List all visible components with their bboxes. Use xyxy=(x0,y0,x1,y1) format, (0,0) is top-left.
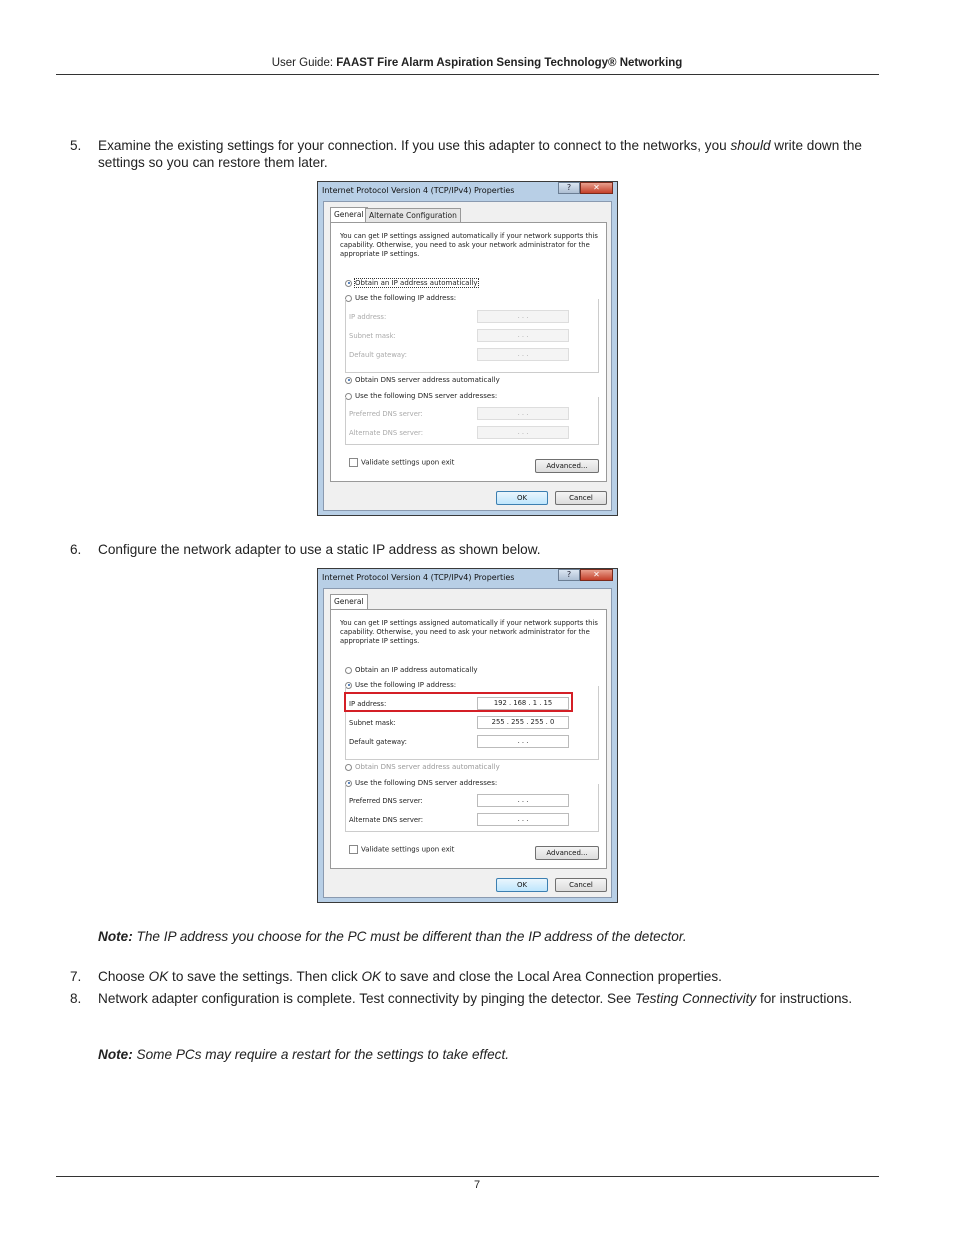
window-controls xyxy=(558,569,613,582)
intro-text: You can get IP settings assigned automatically if your network supports this capability. Otherwise, you need to ask your network administrator for the appropriate IP settings. xyxy=(340,232,598,258)
ip-address-field[interactable]: 192 . 168 . 1 . 15 xyxy=(477,697,569,710)
note-text: The IP address you choose for the PC must be different than the IP address of the detector. xyxy=(132,929,687,944)
tab-alternate-configuration[interactable]: Alternate Configuration xyxy=(365,208,461,222)
checkbox-label: Validate settings upon exit xyxy=(361,458,455,467)
step-number: 7. xyxy=(70,969,82,984)
step-text xyxy=(98,137,880,171)
general-panel xyxy=(330,222,607,482)
default-gateway-label: Default gateway: xyxy=(349,351,407,359)
dialog-title: Internet Protocol Version 4 (TCP/IPv4) Properties xyxy=(322,573,515,582)
step-number: 8. xyxy=(70,991,82,1006)
preferred-dns-field[interactable]: . . . xyxy=(477,794,569,807)
radio-indicator xyxy=(345,764,352,771)
cancel-button[interactable]: Cancel xyxy=(555,491,607,505)
note-label: Note: xyxy=(98,1047,133,1062)
obtain-dns-auto-radio[interactable] xyxy=(345,376,500,384)
page-number: 7 xyxy=(473,1179,481,1191)
obtain-ip-auto-radio[interactable] xyxy=(345,666,478,674)
intro-text: You can get IP settings assigned automatically if your network supports this capability. Otherwise, you need to ask your network administrator for the appropriate IP settings. xyxy=(340,619,598,645)
footer-rule xyxy=(56,1176,879,1177)
ip-address-label: IP address: xyxy=(349,313,387,321)
validate-checkbox[interactable] xyxy=(349,845,454,854)
close-button[interactable]: ✕ xyxy=(580,182,613,194)
header-rule xyxy=(56,74,879,75)
step-text-part: write down the settings so you can restore them later. xyxy=(98,138,862,170)
tab-general[interactable]: General xyxy=(330,594,368,610)
radio-indicator xyxy=(345,280,352,287)
subnet-mask-field[interactable]: 255 . 255 . 255 . 0 xyxy=(477,716,569,729)
radio-label: Obtain DNS server address automatically xyxy=(355,376,500,384)
close-button[interactable]: ✕ xyxy=(580,569,613,581)
subnet-mask-field[interactable]: . . . xyxy=(477,329,569,342)
running-header xyxy=(0,57,954,69)
header-prefix: User Guide: xyxy=(271,57,337,69)
ipv4-properties-dialog-static xyxy=(317,568,618,903)
default-gateway-field[interactable]: . . . xyxy=(477,348,569,361)
window-controls xyxy=(558,182,613,195)
step-number: 5. xyxy=(70,138,82,153)
advanced-button[interactable]: Advanced... xyxy=(535,846,599,860)
step-text-part: to save the settings. Then click xyxy=(168,969,362,984)
step-5 xyxy=(70,137,880,171)
step-7 xyxy=(70,968,880,985)
step-text: Configure the network adapter to use a static IP address as shown below. xyxy=(98,542,541,557)
help-button[interactable]: ? xyxy=(558,182,580,194)
alternate-dns-label: Alternate DNS server: xyxy=(349,429,424,437)
radio-label: Obtain an IP address automatically xyxy=(355,279,478,287)
obtain-ip-auto-radio[interactable] xyxy=(345,279,478,287)
ip-address-field[interactable]: . . . xyxy=(477,310,569,323)
ok-button[interactable]: OK xyxy=(496,491,548,505)
step-link-testing-connectivity[interactable]: Testing Connectivity xyxy=(635,991,757,1006)
step-text-part: for instructions. xyxy=(756,991,853,1006)
radio-label: Obtain DNS server address automatically xyxy=(355,763,500,771)
default-gateway-label: Default gateway: xyxy=(349,738,407,746)
general-panel xyxy=(330,609,607,869)
dialog-body xyxy=(323,588,612,898)
advanced-button[interactable]: Advanced... xyxy=(535,459,599,473)
note-restart xyxy=(98,1047,509,1062)
checkbox-indicator xyxy=(349,845,358,854)
note-ip-different xyxy=(98,929,687,944)
validate-checkbox[interactable] xyxy=(349,458,454,467)
preferred-dns-label: Preferred DNS server: xyxy=(349,797,423,805)
obtain-dns-auto-radio[interactable] xyxy=(345,763,500,771)
radio-label: Use the following DNS server addresses: xyxy=(355,392,498,400)
dialog-title: Internet Protocol Version 4 (TCP/IPv4) Properties xyxy=(322,186,515,195)
note-text: Some PCs may require a restart for the settings to take effect. xyxy=(132,1047,510,1062)
radio-label: Use the following IP address: xyxy=(355,681,457,689)
preferred-dns-label: Preferred DNS server: xyxy=(349,410,423,418)
step-8 xyxy=(70,990,880,1007)
preferred-dns-field[interactable]: . . . xyxy=(477,407,569,420)
alternate-dns-field[interactable]: . . . xyxy=(477,426,569,439)
step-emphasis: should xyxy=(730,138,771,153)
header-title: FAAST Fire Alarm Aspiration Sensing Technology® Networking xyxy=(336,57,683,69)
ip-address-label: IP address: xyxy=(349,700,387,708)
radio-label: Use the following DNS server addresses: xyxy=(355,779,498,787)
step-6 xyxy=(70,541,880,558)
step-emphasis: OK xyxy=(148,969,169,984)
default-gateway-field[interactable]: . . . xyxy=(477,735,569,748)
step-text-part: to save and close the Local Area Connection properties. xyxy=(381,969,722,984)
step-text-part: Examine the existing settings for your connection. If you use this adapter to connect to the networks, you xyxy=(98,138,731,153)
ipv4-properties-dialog-dynamic xyxy=(317,181,618,516)
radio-label: Obtain an IP address automatically xyxy=(355,666,478,674)
radio-indicator xyxy=(345,377,352,384)
step-text xyxy=(98,968,880,985)
tab-general[interactable]: General xyxy=(330,207,368,223)
step-number: 6. xyxy=(70,542,82,557)
subnet-mask-label: Subnet mask: xyxy=(349,719,396,727)
ip-highlight-box xyxy=(344,692,573,712)
step-text xyxy=(98,990,880,1007)
checkbox-label: Validate settings upon exit xyxy=(361,845,455,854)
ok-button[interactable]: OK xyxy=(496,878,548,892)
subnet-mask-label: Subnet mask: xyxy=(349,332,396,340)
step-text-part: Network adapter configuration is complete. Test connectivity by pinging the detector. See xyxy=(98,991,636,1006)
help-button[interactable]: ? xyxy=(558,569,580,581)
cancel-button[interactable]: Cancel xyxy=(555,878,607,892)
radio-indicator xyxy=(345,667,352,674)
radio-label: Use the following IP address: xyxy=(355,294,457,302)
dialog-body xyxy=(323,201,612,511)
checkbox-indicator xyxy=(349,458,358,467)
alternate-dns-field[interactable]: . . . xyxy=(477,813,569,826)
note-label: Note: xyxy=(98,929,133,944)
step-emphasis: OK xyxy=(361,969,382,984)
step-text-part: Choose xyxy=(98,969,149,984)
alternate-dns-label: Alternate DNS server: xyxy=(349,816,424,824)
